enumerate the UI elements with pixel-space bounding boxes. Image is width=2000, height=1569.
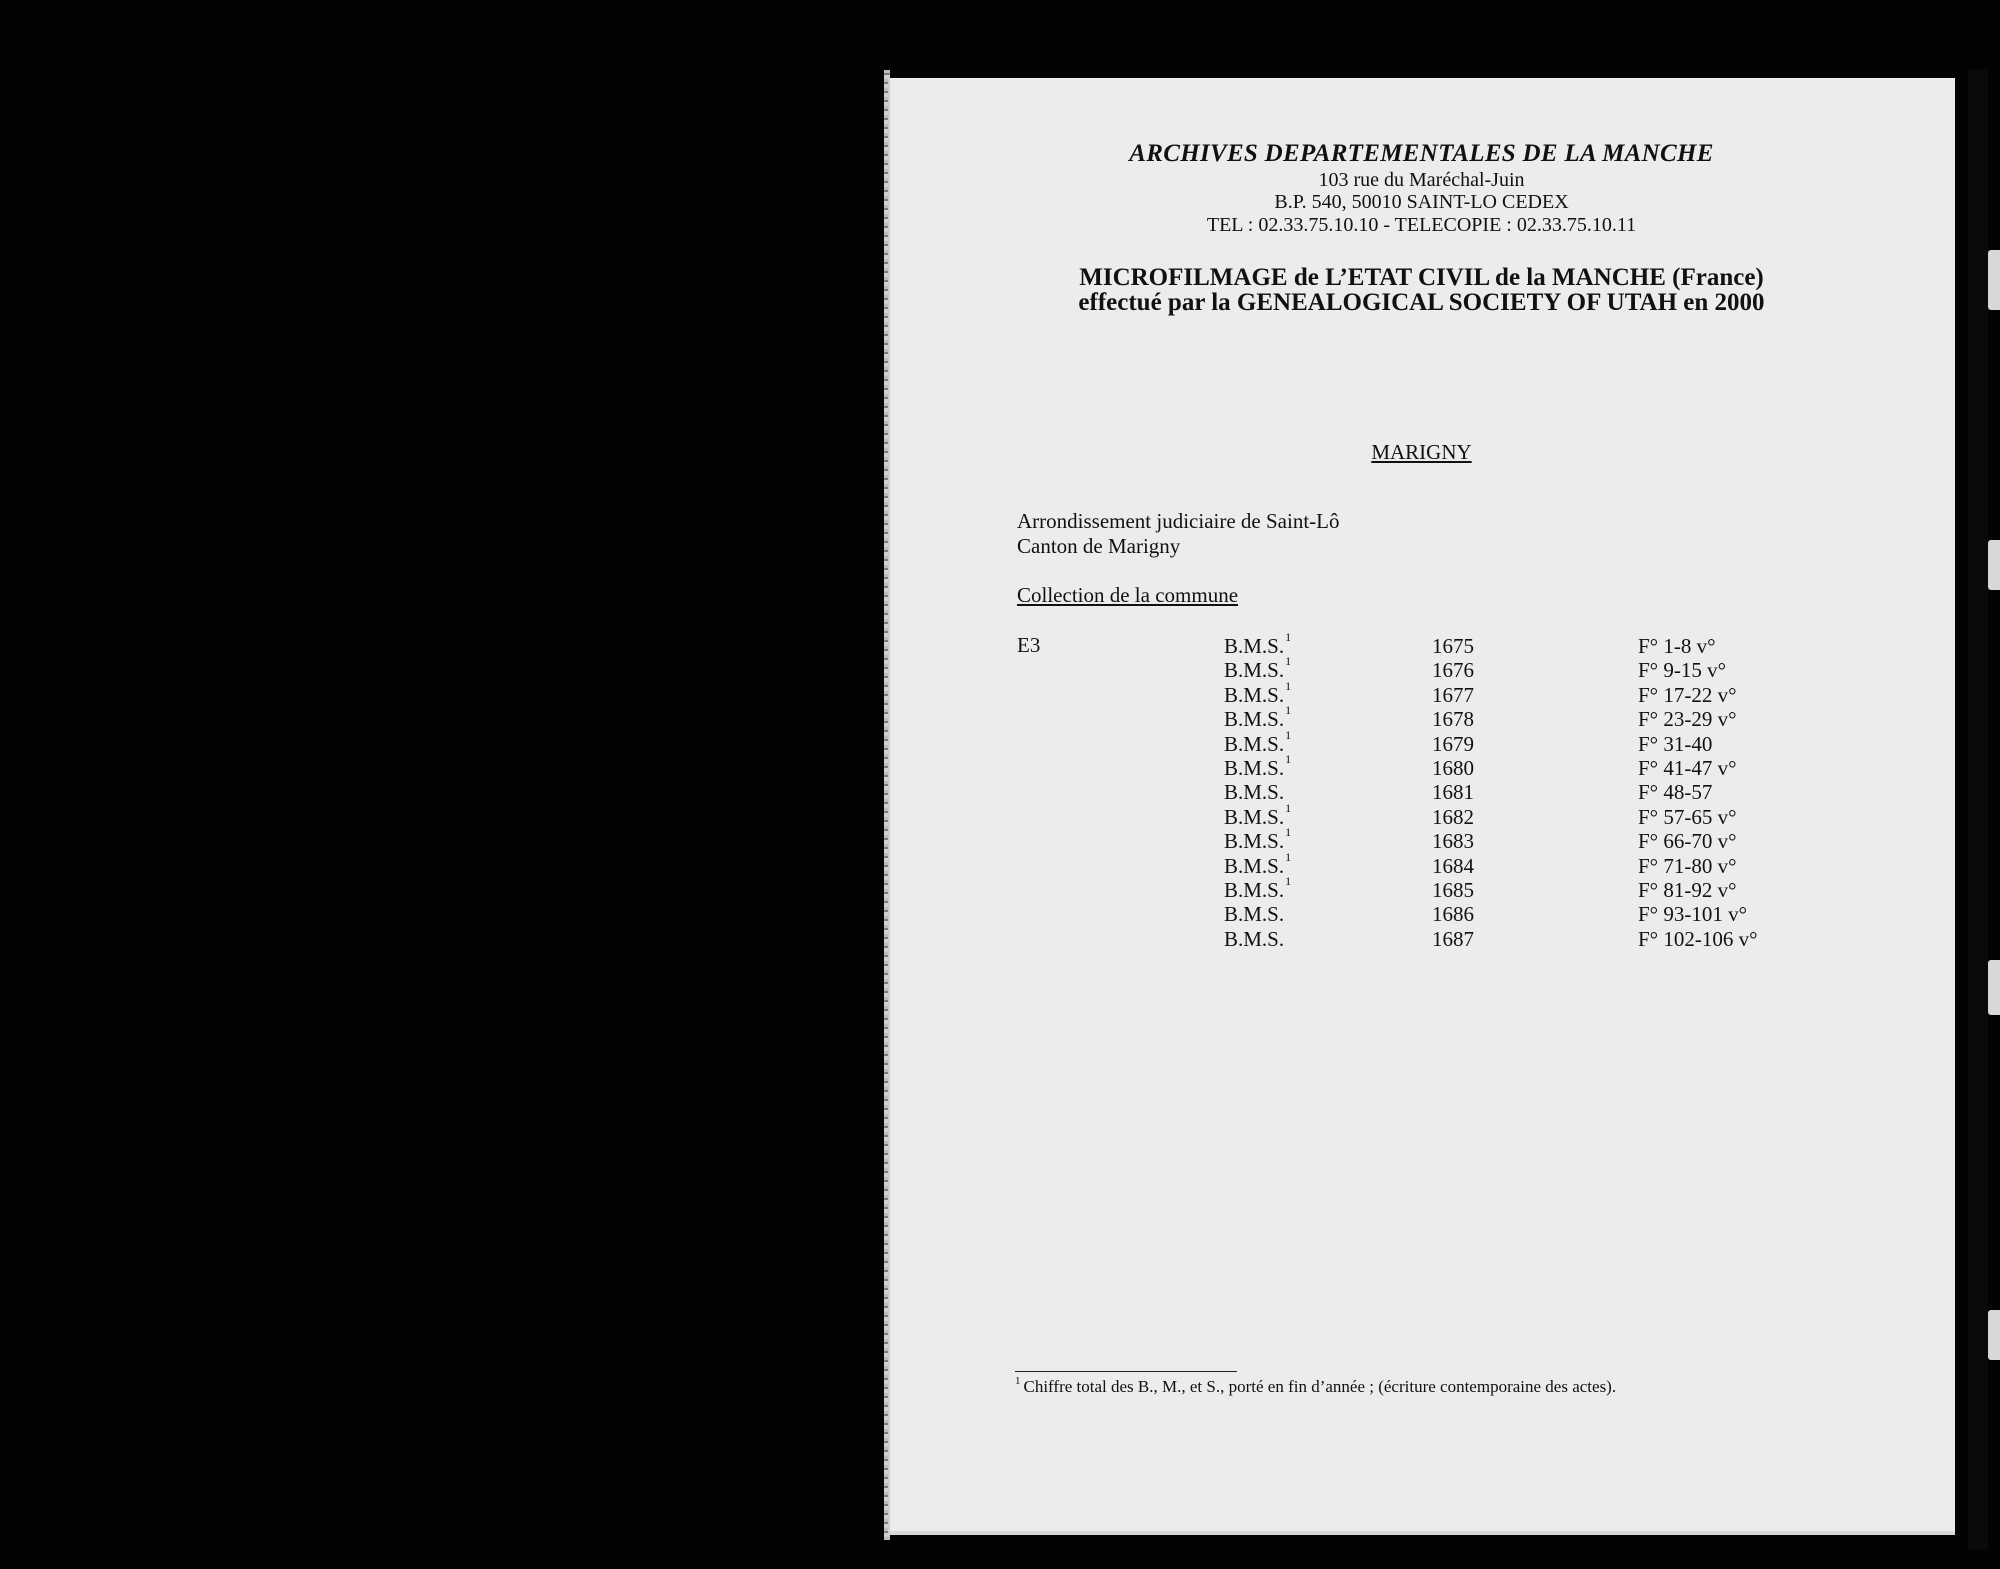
film-strip-edge [1968, 70, 1988, 1550]
institution-title: ARCHIVES DEPARTEMENTALES DE LA MANCHE [1129, 140, 1714, 167]
commune-title: MARIGNY [1371, 440, 1472, 464]
record-type-text: B.M.S. [1224, 780, 1285, 805]
record-row [888, 849, 1955, 878]
record-year: 1685 [1432, 878, 1474, 902]
record-type [1224, 780, 1284, 805]
record-row [888, 902, 1955, 926]
record-folio: F° 23-29 v° [1638, 707, 1737, 732]
record-folio: F° 57-65 v° [1638, 804, 1737, 829]
document-page [888, 78, 1955, 1535]
record-year: 1682 [1432, 804, 1474, 829]
record-year: 1676 [1432, 658, 1474, 683]
record-type [1224, 654, 1292, 683]
record-type-text: B.M.S. [1224, 658, 1285, 683]
record-type-text: B.M.S. [1224, 707, 1285, 732]
record-row [888, 752, 1955, 780]
record-folio: F° 66-70 v° [1638, 829, 1737, 854]
record-type-text: B.M.S. [1224, 853, 1285, 878]
record-row [888, 800, 1955, 829]
record-type [1224, 678, 1292, 708]
canton-line: Canton de Marigny [1017, 534, 1181, 558]
record-year: 1683 [1432, 829, 1474, 854]
footnote-rule [1015, 1371, 1237, 1372]
record-year: 1675 [1432, 634, 1474, 658]
record-year: 1680 [1432, 756, 1474, 780]
film-tab [1988, 1310, 2000, 1360]
series-code: E3 [1017, 633, 1041, 657]
record-type [1224, 849, 1292, 879]
record-folio: F° 1-8 v° [1638, 634, 1716, 658]
record-type [1224, 874, 1292, 903]
record-year: 1678 [1432, 707, 1474, 732]
record-folio: F° 71-80 v° [1638, 853, 1737, 878]
film-tab [1988, 960, 2000, 1015]
record-type-text: B.M.S. [1224, 756, 1285, 780]
record-row [888, 874, 1955, 902]
record-type [1224, 825, 1292, 854]
record-type [1224, 727, 1292, 757]
film-tab [1988, 540, 2000, 590]
record-year: 1684 [1432, 853, 1474, 878]
record-folio: F° 102-106 v° [1638, 926, 1758, 951]
microfilm-title-line-2: effectué par la GENEALOGICAL SOCIETY OF UTAH en 2000 [1078, 289, 1765, 316]
record-row [888, 825, 1955, 854]
record-folio: F° 9-15 v° [1638, 658, 1726, 683]
address-line-2: B.P. 540, 50010 SAINT-LO CEDEX [1274, 191, 1569, 213]
record-type [1224, 703, 1292, 732]
footnote-ref: 1 [1285, 874, 1292, 888]
record-row [888, 630, 1955, 658]
record-folio: F° 81-92 v° [1638, 878, 1737, 902]
record-folio: F° 31-40 [1638, 731, 1713, 756]
record-type-text: B.M.S. [1224, 731, 1285, 756]
record-type [1224, 630, 1292, 659]
footnote-ref: 1 [1285, 703, 1292, 718]
footnote-ref: 1 [1285, 800, 1292, 815]
record-folio: F° 93-101 v° [1638, 902, 1747, 927]
record-type-text: B.M.S. [1224, 804, 1285, 829]
footnote-ref: 1 [1285, 654, 1292, 669]
footnote-ref: 1 [1285, 752, 1292, 766]
record-type [1224, 800, 1292, 830]
footnote [1015, 1377, 1616, 1397]
record-year: 1687 [1432, 926, 1474, 951]
footnote-ref: 1 [1285, 678, 1292, 693]
footnote-ref: 1 [1285, 849, 1292, 864]
record-type-text: B.M.S. [1224, 829, 1285, 854]
record-type [1224, 752, 1292, 781]
record-row [888, 678, 1955, 707]
microfilm-title-line-1: MICROFILMAGE de L’ETAT CIVIL de la MANCHE (France) [1079, 264, 1764, 291]
record-type-text: B.M.S. [1224, 902, 1285, 927]
record-folio: F° 48-57 [1638, 780, 1713, 805]
record-type-text: B.M.S. [1224, 926, 1285, 951]
contact-line: TEL : 02.33.75.10.10 - TELECOPIE : 02.33.75.10.11 [1206, 214, 1637, 236]
record-type [1224, 902, 1284, 927]
record-row [888, 727, 1955, 756]
record-year: 1686 [1432, 902, 1474, 927]
footnote-ref: 1 [1285, 727, 1292, 742]
footnote-ref: 1 [1285, 630, 1292, 644]
record-folio: F° 41-47 v° [1638, 756, 1737, 780]
footnote-ref: 1 [1285, 825, 1292, 840]
film-tab [1988, 250, 2000, 310]
arrondissement-line: Arrondissement judiciaire de Saint-Lô [1017, 509, 1340, 533]
record-type-text: B.M.S. [1224, 878, 1285, 902]
record-row [888, 703, 1955, 732]
record-row [888, 780, 1955, 804]
record-row [888, 927, 1955, 951]
record-folio: F° 17-22 v° [1638, 682, 1737, 707]
record-year: 1677 [1432, 682, 1474, 707]
record-type-text: B.M.S. [1224, 634, 1285, 658]
record-year: 1681 [1432, 780, 1474, 805]
footnote-marker: 1 [1015, 1375, 1021, 1387]
record-type [1224, 927, 1284, 952]
footnote-text: Chiffre total des B., M., et S., porté en fin d’année ; (écriture contemporaine des actes). [1023, 1377, 1617, 1396]
collection-heading: Collection de la commune [1017, 583, 1239, 607]
record-row [888, 654, 1955, 683]
address-line-1: 103 rue du Maréchal-Juin [1318, 169, 1525, 191]
record-type-text: B.M.S. [1224, 682, 1285, 707]
record-year: 1679 [1432, 731, 1474, 756]
